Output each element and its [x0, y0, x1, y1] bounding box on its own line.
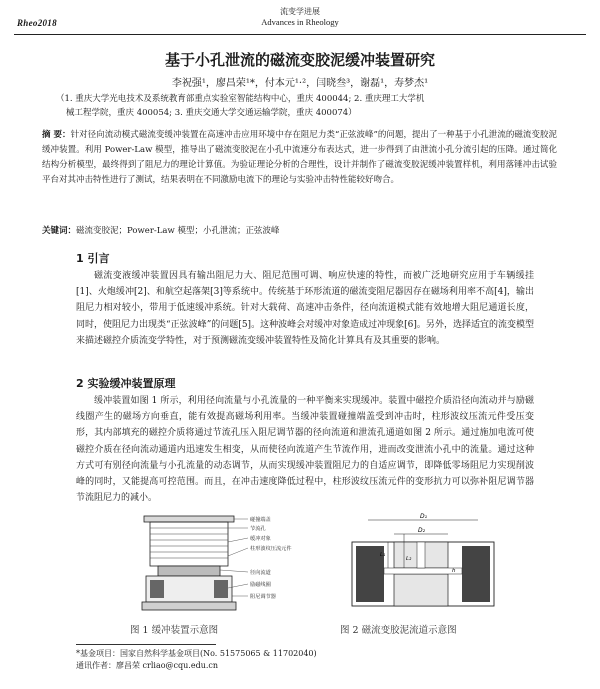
header-rule — [14, 34, 586, 35]
dim-label-D2: D₂ — [418, 527, 426, 534]
journal-name-cn: 流变学进展 — [280, 7, 320, 16]
fig1-label: 节流孔 — [250, 526, 266, 532]
fig1-label: 柱形波纹压流元件 — [250, 546, 292, 552]
coil-right-shape — [214, 580, 228, 598]
core-lower-shape — [394, 574, 448, 606]
figure-1-caption: 图 1 缓冲装置示意图 — [130, 625, 219, 636]
figure-2-caption: 图 2 磁流变胶泥流道示意图 — [340, 625, 457, 636]
section-heading-principle: 2 实验缓冲装置原理 — [76, 377, 176, 390]
impact-cap-shape — [144, 516, 234, 522]
affiliation-line: 械工程学院，重庆 400054; 3. 重庆交通大学交通运输学院，重庆 400074） — [66, 108, 357, 118]
dim-label-L2: L₂ — [406, 556, 412, 562]
bellows-outline — [150, 522, 228, 566]
journal-name-en: Advances in Rheology — [261, 17, 339, 27]
intro-paragraph: 磁流变液缓冲装置因具有输出阻尼力大、阻尼范围可调、响应快速的特性，而被广泛地研究应用于车辆缓挂[1]、火炮缓冲[2]、和航空起落架[3]等系统中。传统基于环形流道的磁流变阻尼器因存在磁场利用率不高[4]，输出阻尼力相对较小，带用于低速缓冲系统。针对大载荷、高速冲击条件，径向流道模式能有效地增大阻尼通道长度，同时，使阻尼力出现类“正弦波峰”的问题[5]。这种波峰会对缓冲对象造成过冲现象[6]。另外，选择适宜的流变模型来描述磁控介质流变学特性，对于预测磁流变缓冲装置特性及简化计算具有及其重要的影响。 — [76, 271, 534, 346]
fig1-label: 缓冲对象 — [250, 536, 271, 542]
abstract — [42, 128, 557, 188]
keywords-text: 磁流变胶泥；Power-Law 模型；小孔泄流；正弦波峰 — [76, 226, 280, 236]
principle-paragraph: 缓冲装置如图 1 所示，利用径向流量与小孔流量的一种平衡来实现缓冲。装置中磁控介质沿径向流动并与励磁线圈产生的磁场方向垂直，能有效提高磁场利用率。当缓冲装置碰撞端盖受到冲击时，柱形波纹压流元件受压变形，其内部填充的磁控介质将通过节流孔压入阻尼调节器的径向流道和泄流孔通道如图 2 所示。通过施加电流可使磁控介质在径向流动通道内迅速发生相变，从而使径向流道产生节流作用，进而改变泄流小孔中的流量。通过这种方式可有别径向流量与小孔流量的动态调节，从而实现缓冲装置阻尼力的自适应调节，即降低零场阻尼力实现削波峰的同时，又能提高可控范围。而且，在冲击速度降低过程中，柱形波纹压流元件的变形抗力可以弥补阻尼调节器节流阻尼力的减小。 — [76, 396, 534, 504]
paper-title: 基于小孔泄流的磁流变胶泥缓冲装置研究 — [164, 51, 435, 69]
fig1-label: 径向流道 — [250, 570, 271, 576]
keywords-label: 关键词： — [42, 226, 77, 236]
abstract-label: 摘 要： — [42, 130, 71, 140]
corresponding-author: 通讯作者：廖昌荣 crliao@cqu.edu.cn — [76, 661, 219, 670]
dim-label-h: h — [452, 568, 456, 574]
coil-left-shape — [150, 580, 164, 598]
affiliation-line: （1. 重庆大学光电技术及系统教育部重点实验室智能结构中心，重庆 400044; 2. 重庆理工大学机 — [56, 94, 425, 104]
keywords — [42, 224, 557, 236]
figure-1-device-diagram — [124, 512, 296, 618]
section-heading-intro: 1 引言 — [76, 252, 110, 265]
conference-logo: Rheo2018 — [17, 18, 57, 28]
radial-gap-shape — [384, 568, 462, 574]
bellows-corrugation — [150, 528, 228, 558]
dim-label-L1: L₁ — [380, 552, 386, 558]
base-shape — [142, 602, 236, 610]
fig1-label: 碰撞端盖 — [250, 517, 271, 523]
footnote — [76, 648, 536, 672]
figure-2-channel-diagram — [338, 512, 498, 618]
abstract-text: 针对径向流动模式磁流变缓冲装置在高速冲击应用环境中存在阻尼力类“正弦波峰”的问题，提出了一种基于小孔泄流的磁流变胶泥缓冲装置。利用 Power-Law 模型，推导出了磁流变胶泥在小孔中流速分布表达式，进一步得到了由泄流小孔分流引起的压降。通过简化结构分析模型，最终得到了阻尼力的理论计算值。为验证理论分析的合理性，设计并制作了磁流变胶泥缓冲装置样机，利用落锤冲击试验平台对其冲击特性进行了测试，结果表明在不同激励电流下的理论与实验冲击特性能较好吻合。 — [42, 130, 557, 185]
author-list: 李祝强¹，廖昌荣¹*，付本元¹·²，闫晓叁³，谢磊¹，寿梦杰¹ — [171, 78, 429, 89]
fig1-label: 阻尼调节器 — [250, 594, 276, 600]
orifice-channel-shape — [417, 542, 425, 568]
running-header — [0, 4, 600, 44]
affiliations — [56, 92, 546, 120]
funding-note: *基金项目：国家自然科学基金项目(No. 51575065 & 11702040) — [76, 649, 317, 658]
orifice-plate-shape — [158, 566, 220, 576]
fig1-label: 励磁线圈 — [250, 582, 271, 588]
footnote-rule — [76, 644, 216, 645]
dim-label-D1: D₁ — [420, 513, 428, 520]
coil-right-shape — [462, 546, 490, 602]
